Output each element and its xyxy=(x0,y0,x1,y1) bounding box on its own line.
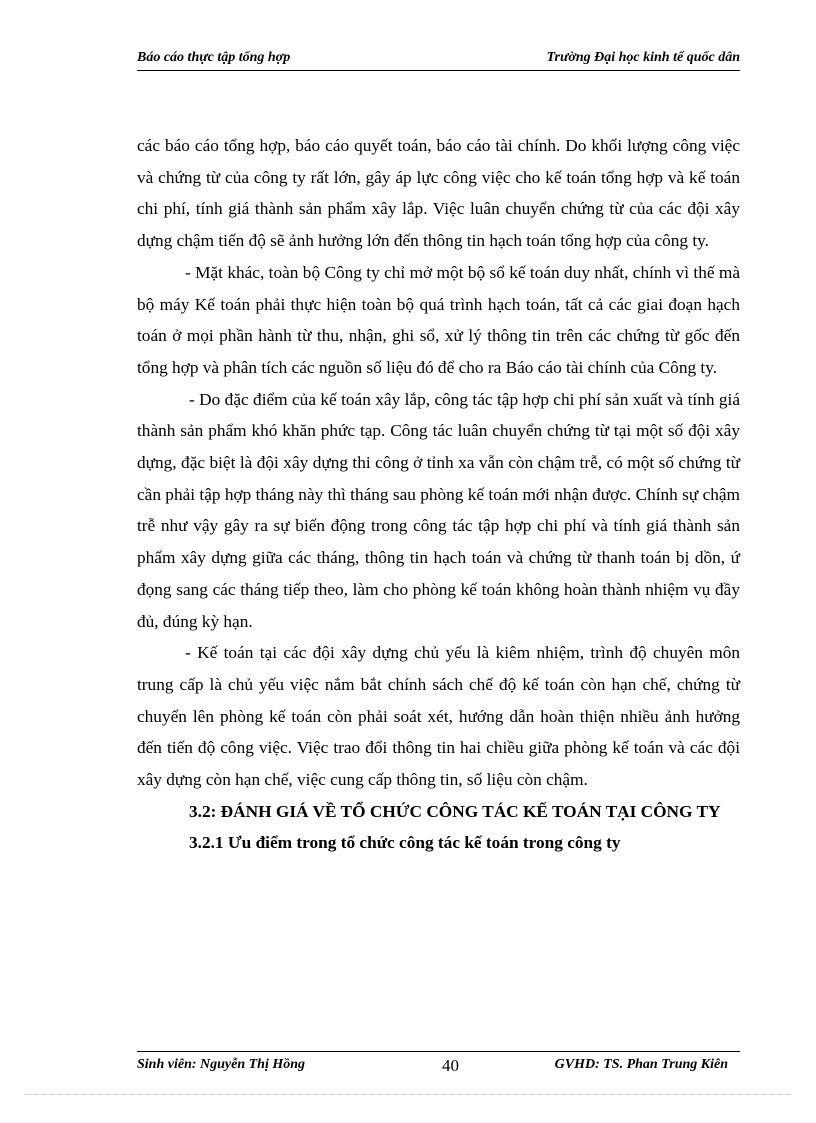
footer-rule xyxy=(137,1051,740,1052)
header-university: Trường Đại học kinh tế quốc dân xyxy=(546,50,740,65)
subsection-heading-3-2-1: 3.2.1 Ưu điểm trong tổ chức công tác kế toán trong công ty xyxy=(189,833,621,853)
footer-advisor: GVHD: TS. Phan Trung Kiên xyxy=(554,1057,728,1072)
paragraph-1: các báo cáo tổng hợp, báo cáo quyết toán, báo cáo tài chính. Do khối lượng công việc và chứng từ của công ty rất lớn, gây áp lực công việc cho kế toán tổng hợp và kế toán chi phí, tính giá thành sản phẩm xây lắp. Việc luân chuyển chứng từ của các đội xây dựng chậm tiến độ sẽ ảnh hưởng lớn đến thông tin hạch toán tổng hợp của công ty. xyxy=(137,136,740,251)
page-header xyxy=(137,48,740,70)
page-bottom-divider xyxy=(24,1094,792,1095)
paragraph-3: - Do đặc điểm của kế toán xây lắp, công tác tập hợp chi phí sản xuất và tính giá thành sản phẩm khó khăn phức tạp. Công tác luân chuyển chứng từ tại một số đội xây dựng, đặc biệt là đội xây dựng thi công ở tỉnh xa vẫn còn chậm trễ, có một số chứng từ cần phải tập hợp tháng này thì tháng sau phòng kế toán mới nhận được. Chính sự chậm trễ như vậy gây ra sự biến động trong công tác tập hợp chi phí và tính giá thành sản phẩm xây dựng giữa các tháng, thông tin hạch toán và chứng từ thanh toán bị dồn, ứ đọng sang các tháng tiếp theo, làm cho phòng kế toán không hoàn thành nhiệm vụ đầy đủ, đúng kỳ hạn. xyxy=(137,389,740,631)
paragraph-4: - Kế toán tại các đội xây dựng chủ yếu là kiêm nhiệm, trình độ chuyên môn trung cấp là chủ yếu việc nắm bắt chính sách chế độ kế toán còn hạn chế, chứng từ chuyển lên phòng kế toán còn phải soát xét, hướng dẫn hoàn thiện nhiều ảnh hưởng đến tiến độ công việc. Việc trao đổi thông tin hai chiều giữa phòng kế toán và các đội xây dựng còn hạn chế, việc cung cấp thông tin, số liệu còn chậm. xyxy=(137,643,740,790)
footer-student: Sinh viên: Nguyễn Thị Hồng xyxy=(137,1057,306,1072)
header-rule xyxy=(137,70,740,71)
header-report-title: Báo cáo thực tập tổng hợp xyxy=(137,50,291,65)
body-text xyxy=(137,130,740,859)
section-heading-3-2: 3.2: ĐÁNH GIÁ VỀ TỔ CHỨC CÔNG TÁC KẾ TOÁN TẠI CÔNG TY xyxy=(189,801,721,821)
page-number: 40 xyxy=(442,1056,459,1075)
page-footer xyxy=(137,1055,740,1077)
paragraph-2: - Mặt khác, toàn bộ Công ty chỉ mở một bộ sổ kế toán duy nhất, chính vì thế mà bộ máy Kế toán phải thực hiện toàn bộ quá trình hạch toán, tất cả các giai đoạn hạch toán ở mọi phần hành từ thu, nhận, ghi sổ, xử lý thông tin trên các chứng từ gốc đến tổng hợp và phân tích các nguồn số liệu đó để cho ra Báo cáo tài chính của Công ty. xyxy=(137,262,740,377)
